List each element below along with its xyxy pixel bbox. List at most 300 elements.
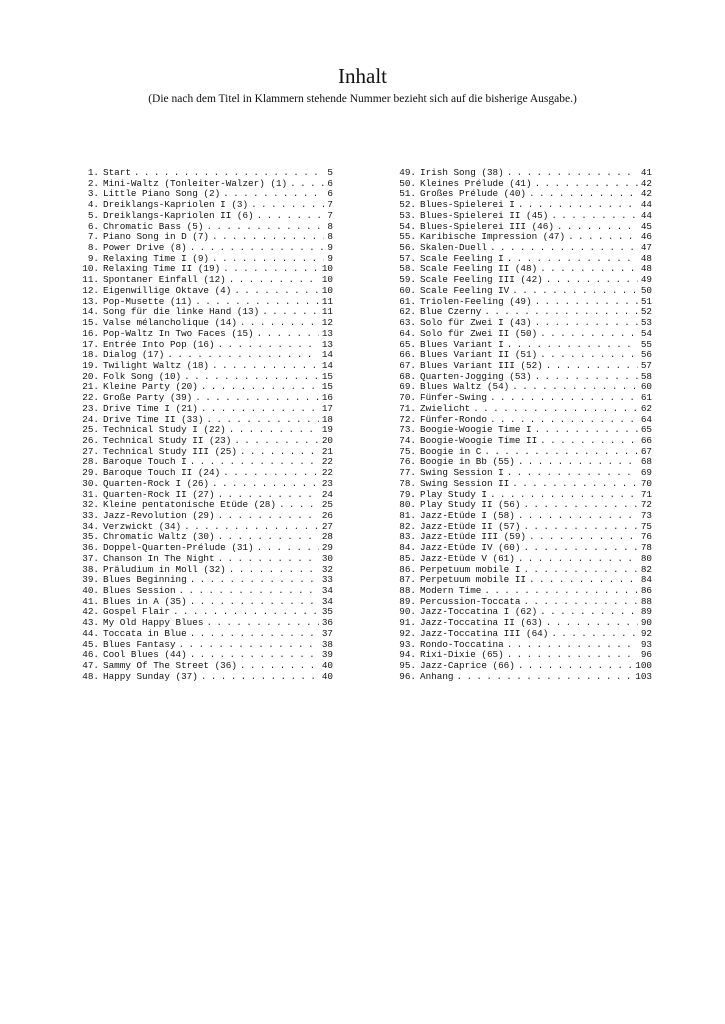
toc-entry-number: 12. [82, 284, 99, 296]
toc-entry-page: 58 [640, 370, 652, 382]
toc-entry-page: 14 [321, 349, 333, 361]
toc-entry-page: 96 [640, 649, 652, 661]
toc-entry-page: 40 [321, 660, 333, 672]
toc-entry-title: Jazz-Etüde V (61) [420, 552, 515, 564]
toc-entry-page: 27 [321, 520, 333, 532]
toc-entry-page: 29 [321, 542, 333, 554]
toc-leader-dots [229, 425, 319, 436]
toc-entry-title: Jazz-Toccatina III (64) [420, 627, 549, 639]
toc-entry-page: 73 [640, 510, 652, 521]
toc-entry-number: 91. [399, 617, 416, 629]
toc-leader-dots [535, 179, 638, 190]
toc-leader-dots [206, 222, 324, 233]
toc-entry-title: Valse mélancholique (14) [103, 317, 237, 329]
toc-entry-title: Sammy Of The Street (36) [103, 660, 237, 672]
toc-entry-number: 66. [399, 349, 416, 361]
toc-entry-page: 7 [327, 209, 333, 221]
toc-entry-number: 69. [399, 381, 416, 393]
toc-entry-number: 4. [87, 199, 99, 211]
toc-leader-dots [190, 575, 319, 586]
toc-entry-title: Blues Fantasy [103, 638, 176, 650]
toc-entry-title: Play Study I [420, 488, 487, 500]
toc-entry-page: 7 [327, 199, 333, 211]
toc-entry-page: 69 [640, 467, 652, 479]
toc-entry-title: Große Party (39) [103, 392, 193, 404]
toc-entry-number: 71. [399, 402, 416, 414]
toc-entry-number: 18. [82, 349, 99, 361]
toc-entry-number: 62. [399, 306, 416, 318]
toc-leader-dots [206, 618, 318, 629]
toc-leader-dots [529, 575, 638, 586]
toc-entry-number: 36. [82, 542, 99, 554]
toc-leader-dots [212, 361, 319, 372]
toc-leader-dots [201, 404, 319, 415]
toc-entry-number: 52. [399, 199, 416, 211]
toc-entry-number: 31. [82, 488, 99, 500]
toc-entry-title: Drive Time I (21) [103, 402, 198, 414]
toc-entry-title: Cool Blues (44) [103, 649, 187, 661]
toc-entry-number: 34. [82, 520, 99, 532]
toc-entry-page: 72 [640, 499, 652, 511]
toc-leader-dots [190, 243, 325, 254]
toc-entry-number: 13. [82, 295, 99, 307]
toc-entry-title: Jazz-Etüde I (58) [420, 510, 515, 521]
toc-entry-title: Gospel Flair [103, 606, 170, 618]
toc-leader-dots [257, 329, 319, 340]
toc-entry-number: 59. [399, 274, 416, 286]
toc-leader-dots [551, 629, 638, 640]
toc-leader-dots [546, 361, 638, 372]
toc-entry-page: 65 [640, 424, 652, 436]
toc-leader-dots [201, 382, 319, 393]
toc-entry-page: 15 [321, 370, 333, 382]
toc-entry-title: Blues-Spielerei III (46) [420, 220, 554, 232]
toc-entry-title: Scale Feeling III (42) [420, 274, 543, 286]
toc-entry-title: Triolen-Feeling (49) [420, 295, 532, 307]
toc-entry-title: Dreiklangs-Kapriolen II (6) [103, 209, 254, 221]
toc-entry-title: Scale Feeling I [420, 252, 504, 264]
toc-entry-number: 92. [399, 627, 416, 639]
toc-entry-number: 39. [82, 574, 99, 586]
toc-entry-number: 43. [82, 617, 99, 629]
toc-leader-dots [540, 329, 638, 340]
toc-entry-title: Chanson In The Night [103, 552, 215, 564]
toc-leader-dots [523, 565, 637, 576]
toc-entry-title: Blues Variant III (52) [420, 359, 543, 371]
toc-entry-number: 47. [82, 660, 99, 672]
toc-entry-number: 44. [82, 627, 99, 639]
toc-entry-number: 89. [399, 595, 416, 607]
toc-entry-title: Kleine pentatonische Etüde (28) [103, 499, 276, 511]
toc-leader-dots [546, 275, 638, 286]
toc-column-left [77, 168, 333, 683]
toc-entry-page: 39 [321, 649, 333, 661]
toc-leader-dots [218, 511, 319, 522]
toc-entry-page: 75 [640, 520, 652, 532]
toc-entry-number: 53. [399, 209, 416, 221]
toc-entry-page: 53 [640, 317, 652, 329]
toc-leader-dots [529, 189, 638, 200]
toc-entry-number: 45. [82, 638, 99, 650]
toc-entry-title: Doppel-Quarten-Prélude (31) [103, 542, 254, 554]
toc-entry-number: 15. [82, 317, 99, 329]
toc-entry-title: Blues Waltz (54) [420, 381, 510, 393]
toc-entry-number: 41. [82, 595, 99, 607]
toc-entry-title: Boogie in Bb (55) [420, 456, 515, 468]
toc-entry-title: Zwielicht [420, 402, 471, 414]
toc-leader-dots [212, 232, 324, 243]
toc-entry-title: Blues Beginning [103, 574, 187, 586]
toc-entry-title: Little Piano Song (2) [103, 188, 221, 200]
toc-entry-title: Start [103, 167, 131, 178]
toc-entry-number: 46. [82, 649, 99, 661]
toc-entry-page: 30 [321, 552, 333, 564]
toc-leader-dots [518, 457, 638, 468]
toc-entry[interactable] [77, 404, 333, 415]
toc-leader-dots [507, 468, 638, 479]
toc-leader-dots [223, 264, 319, 275]
toc-entry-title: Rixi-Dixie (65) [420, 649, 504, 661]
toc-entry-title: Blues in A (35) [103, 595, 187, 607]
toc-entry-page: 28 [321, 531, 333, 543]
toc-entry-page: 103 [635, 670, 652, 682]
toc-entry-number: 9. [87, 252, 99, 264]
toc-entry-page: 67 [640, 445, 652, 457]
toc-entry-page: 15 [321, 381, 333, 393]
toc-entry-page: 34 [321, 585, 333, 597]
toc-entry-title: Chromatic Waltz (30) [103, 531, 215, 543]
toc-entry-number: 23. [82, 402, 99, 414]
toc-entry-page: 13 [321, 327, 333, 339]
toc-entry-title: Jazz-Etüde IV (60) [420, 542, 521, 554]
toc-leader-dots [190, 597, 319, 608]
toc-entry-title: Quarten-Jogging (53) [420, 370, 532, 382]
toc-entry-page: 90 [640, 617, 652, 629]
toc-entry-page: 10 [321, 284, 333, 296]
toc-entry-title: Solo für Zwei II (50) [420, 327, 538, 339]
toc-entry-page: 23 [321, 477, 333, 489]
toc-entry-title: Blues-Spielerei II (45) [420, 209, 549, 221]
toc-entry[interactable] [394, 211, 652, 222]
toc-leader-dots [557, 222, 638, 233]
toc-entry-title: Verzwickt (34) [103, 520, 182, 532]
toc-entry-title: Relaxing Time I (9) [103, 252, 210, 264]
toc-entry-page: 51 [640, 295, 652, 307]
toc-entry-title: Boogie-Woogie Time I [420, 424, 532, 436]
toc-entry-number: 19. [82, 359, 99, 371]
toc-entry-title: Twilight Waltz (18) [103, 359, 210, 371]
toc-entry-number: 77. [399, 467, 416, 479]
toc-entry-page: 35 [321, 606, 333, 618]
toc-leader-dots [490, 243, 638, 254]
toc-entry-page: 32 [321, 563, 333, 575]
toc-entry-number: 49. [399, 167, 416, 178]
toc-entry-page: 14 [321, 359, 333, 371]
toc-leader-dots [535, 372, 638, 383]
toc-entry-title: Scale Feeling II (48) [420, 263, 538, 275]
toc-entry-number: 1. [87, 167, 99, 178]
toc-entry[interactable] [77, 329, 333, 340]
toc-entry-page: 71 [640, 488, 652, 500]
toc-entry-number: 6. [87, 220, 99, 232]
toc-entry-page: 10 [321, 274, 333, 286]
toc-entry-number: 85. [399, 552, 416, 564]
toc-entry-page: 41 [640, 167, 652, 178]
toc-leader-dots [535, 297, 638, 308]
toc-entry-title: Quarten-Rock I (26) [103, 477, 210, 489]
toc-entry-number: 68. [399, 370, 416, 382]
toc-entry[interactable] [77, 479, 333, 490]
toc-entry-number: 64. [399, 327, 416, 339]
toc-entry-number: 7. [87, 231, 99, 243]
toc-entry-number: 96. [399, 670, 416, 682]
toc-entry[interactable] [77, 211, 333, 222]
toc-entry-page: 60 [640, 381, 652, 393]
toc-entry-number: 14. [82, 306, 99, 318]
toc-entry-number: 65. [399, 338, 416, 350]
toc-entry-page: 61 [640, 392, 652, 404]
toc-entry-number: 29. [82, 467, 99, 479]
toc-entry-page: 9 [327, 252, 333, 264]
toc-entry-page: 16 [321, 392, 333, 404]
toc-entry-number: 75. [399, 445, 416, 457]
toc-entry-page: 25 [321, 499, 333, 511]
toc-entry-number: 73. [399, 424, 416, 436]
toc-entry-title: Quarten-Rock II (27) [103, 488, 215, 500]
toc-leader-dots [551, 211, 638, 222]
toc-entry-page: 46 [640, 231, 652, 243]
toc-entry-number: 67. [399, 359, 416, 371]
toc-entry-title: Technical Study I (22) [103, 424, 226, 436]
toc-entry-page: 54 [640, 327, 652, 339]
page-title: Inhalt [338, 64, 387, 88]
toc-entry-number: 28. [82, 456, 99, 468]
toc-entry-number: 54. [399, 220, 416, 232]
toc-entry-page: 10 [321, 263, 333, 275]
toc-entry-title: Boogie in C [420, 445, 482, 457]
toc-column-right [394, 168, 652, 683]
toc-entry-title: Chromatic Bass (5) [103, 220, 204, 232]
toc-leader-dots [523, 543, 637, 554]
toc-entry-number: 8. [87, 242, 99, 254]
toc-entry-page: 42 [640, 177, 652, 189]
toc-leader-dots [212, 479, 319, 490]
toc-entry-title: Kleines Prélude (41) [420, 177, 532, 189]
toc-leader-dots [229, 565, 319, 576]
toc-leader-dots [518, 661, 632, 672]
toc-entry-number: 88. [399, 585, 416, 597]
toc-entry-number: 22. [82, 392, 99, 404]
toc-entry-title: Fünfer-Rondo [420, 413, 487, 425]
toc-entry-number: 35. [82, 531, 99, 543]
toc-entry-page: 38 [321, 638, 333, 650]
toc-entry-title: Entrée Into Pop (16) [103, 338, 215, 350]
toc-entry-title: Blues Variant II (51) [420, 349, 538, 361]
toc-leader-dots [473, 404, 638, 415]
toc-entry-page: 24 [321, 488, 333, 500]
toc-entry[interactable] [394, 404, 652, 415]
toc-leader-dots [523, 522, 637, 533]
toc-entry-number: 57. [399, 252, 416, 264]
toc-entry-title: Modern Time [420, 585, 482, 597]
toc-entry-number: 61. [399, 295, 416, 307]
toc-entry-number: 70. [399, 392, 416, 404]
toc-entry-page: 22 [321, 467, 333, 479]
toc-entry-page: 45 [640, 220, 652, 232]
toc-leader-dots [535, 318, 638, 329]
toc-entry-page: 33 [321, 574, 333, 586]
toc-entry-number: 11. [82, 274, 99, 286]
toc-entry-page: 82 [640, 563, 652, 575]
toc-entry-number: 32. [82, 499, 99, 511]
toc-entry-page: 70 [640, 477, 652, 489]
toc-leader-dots [223, 468, 319, 479]
toc-entry-title: Swing Session II [420, 477, 510, 489]
toc-entry-page: 11 [321, 295, 333, 307]
toc-entry-page: 37 [321, 627, 333, 639]
toc-entry-number: 21. [82, 381, 99, 393]
toc-entry-page: 36 [321, 617, 333, 629]
toc-entry-page: 44 [640, 199, 652, 211]
toc-leader-dots [546, 618, 638, 629]
toc-leader-dots [518, 511, 638, 522]
toc-entry-number: 90. [399, 606, 416, 618]
toc-leader-dots [279, 500, 319, 511]
toc-entry-title: Jazz-Toccatina I (62) [420, 606, 538, 618]
toc-entry-page: 57 [640, 359, 652, 371]
toc-entry[interactable] [77, 672, 333, 683]
toc-entry[interactable] [394, 554, 652, 565]
toc-entry-number: 27. [82, 445, 99, 457]
toc-entry-page: 86 [640, 585, 652, 597]
toc-leader-dots [190, 629, 319, 640]
toc-leader-dots [535, 425, 638, 436]
toc-entry-number: 42. [82, 606, 99, 618]
toc-entry-title: Jazz-Etüde III (59) [420, 531, 527, 543]
toc-leader-dots [195, 393, 319, 404]
toc-leader-dots [184, 372, 319, 383]
toc-entry-page: 62 [640, 402, 652, 414]
toc-entry-number: 51. [399, 188, 416, 200]
toc-entry[interactable] [77, 554, 333, 565]
toc-entry-title: Swing Session I [420, 467, 504, 479]
toc-entry-title: Blues Variant I [420, 338, 504, 350]
toc-entry-page: 52 [640, 306, 652, 318]
toc-leader-dots [523, 597, 637, 608]
toc-entry-title: Eigenwillige Oktave (4) [103, 284, 232, 296]
toc-entry-number: 30. [82, 477, 99, 489]
toc-leader-dots [229, 275, 319, 286]
toc-entry-title: My Old Happy Blues [103, 617, 204, 629]
toc-entry-title: Kleine Party (20) [103, 381, 198, 393]
toc-entry-title: Perpetuum mobile II [420, 574, 527, 586]
toc-entry-number: 82. [399, 520, 416, 532]
toc-leader-dots [218, 340, 319, 351]
toc-entry-number: 60. [399, 284, 416, 296]
toc-entry-number: 50. [399, 177, 416, 189]
toc-leader-dots [518, 554, 638, 565]
toc-entry-title: Pop-Waltz In Two Faces (15) [103, 327, 254, 339]
toc-entry-page: 26 [321, 510, 333, 521]
toc-entry-page: 17 [321, 402, 333, 414]
toc-entry-page: 48 [640, 252, 652, 264]
toc-entry-page: 50 [640, 284, 652, 296]
toc-entry-title: Spontaner Einfall (12) [103, 274, 226, 286]
toc-entry[interactable] [394, 672, 652, 683]
toc-entry-title: Jazz-Revolution (29) [103, 510, 215, 521]
toc-leader-dots [257, 543, 319, 554]
toc-entry-page: 9 [327, 242, 333, 254]
toc-leader-dots [262, 307, 319, 318]
toc-entry-number: 25. [82, 424, 99, 436]
toc-entry-title: Boogie-Woogie Time II [420, 434, 538, 446]
toc-entry-title: Irish Song (38) [420, 167, 504, 178]
toc-leader-dots [507, 650, 638, 661]
toc-entry-title: Solo für Zwei I (43) [420, 317, 532, 329]
toc-entry-title: Relaxing Time II (19) [103, 263, 221, 275]
toc-entry-title: Technical Study III (25) [103, 445, 237, 457]
toc-entry-title: Scale Feeling IV [420, 284, 510, 296]
toc-entry-page: 55 [640, 338, 652, 350]
toc-leader-dots [540, 436, 638, 447]
toc-entry-title: Rondo-Toccatina [420, 638, 504, 650]
toc-entry[interactable] [394, 479, 652, 490]
toc-entry-number: 5. [87, 209, 99, 221]
toc-entry-title: Happy Sunday (37) [103, 670, 198, 682]
toc-entry-title: Toccata in Blue [103, 627, 187, 639]
toc-entry-page: 34 [321, 595, 333, 607]
toc-entry-page: 84 [640, 574, 652, 586]
toc-entry-page: 6 [327, 188, 333, 200]
toc-entry-page: 76 [640, 531, 652, 543]
toc-entry-number: 93. [399, 638, 416, 650]
toc-entry-number: 33. [82, 510, 99, 521]
toc-entry-number: 94. [399, 649, 416, 661]
toc-entry-page: 68 [640, 456, 652, 468]
toc-entry-page: 44 [640, 209, 652, 221]
toc-entry-page: 89 [640, 606, 652, 618]
toc-entry-number: 63. [399, 317, 416, 329]
toc-entry-title: Baroque Touch II (24) [103, 467, 221, 479]
toc-entry-number: 10. [82, 263, 99, 275]
toc-entry-number: 74. [399, 434, 416, 446]
toc-leader-dots [490, 393, 638, 404]
toc-leader-dots [523, 500, 637, 511]
toc-leader-dots [512, 382, 638, 393]
toc-leader-dots [507, 640, 638, 651]
toc-entry[interactable] [394, 329, 652, 340]
toc-entry-title: Folk Song (10) [103, 370, 182, 382]
toc-entry-page: 42 [640, 188, 652, 200]
toc-entry-title: Jazz-Toccatina II (63) [420, 617, 543, 629]
toc-entry-page: 56 [640, 349, 652, 361]
toc-leader-dots [240, 447, 319, 458]
toc-entry-title: Präludium in Moll (32) [103, 563, 226, 575]
toc-entry-title: Piano Song in D (7) [103, 231, 210, 243]
toc-entry-page: 78 [640, 542, 652, 554]
toc-entry-number: 80. [399, 499, 416, 511]
toc-entry-title: Power Drive (8) [103, 242, 187, 254]
toc-entry-page: 8 [327, 220, 333, 232]
toc-leader-dots [512, 479, 638, 490]
toc-entry-page: 47 [640, 242, 652, 254]
toc-entry-number: 38. [82, 563, 99, 575]
toc-leader-dots [251, 200, 324, 211]
toc-leader-dots [290, 179, 324, 190]
toc-entry-number: 16. [82, 327, 99, 339]
toc-leader-dots [456, 672, 632, 683]
toc-entry-page: 18 [321, 413, 333, 425]
